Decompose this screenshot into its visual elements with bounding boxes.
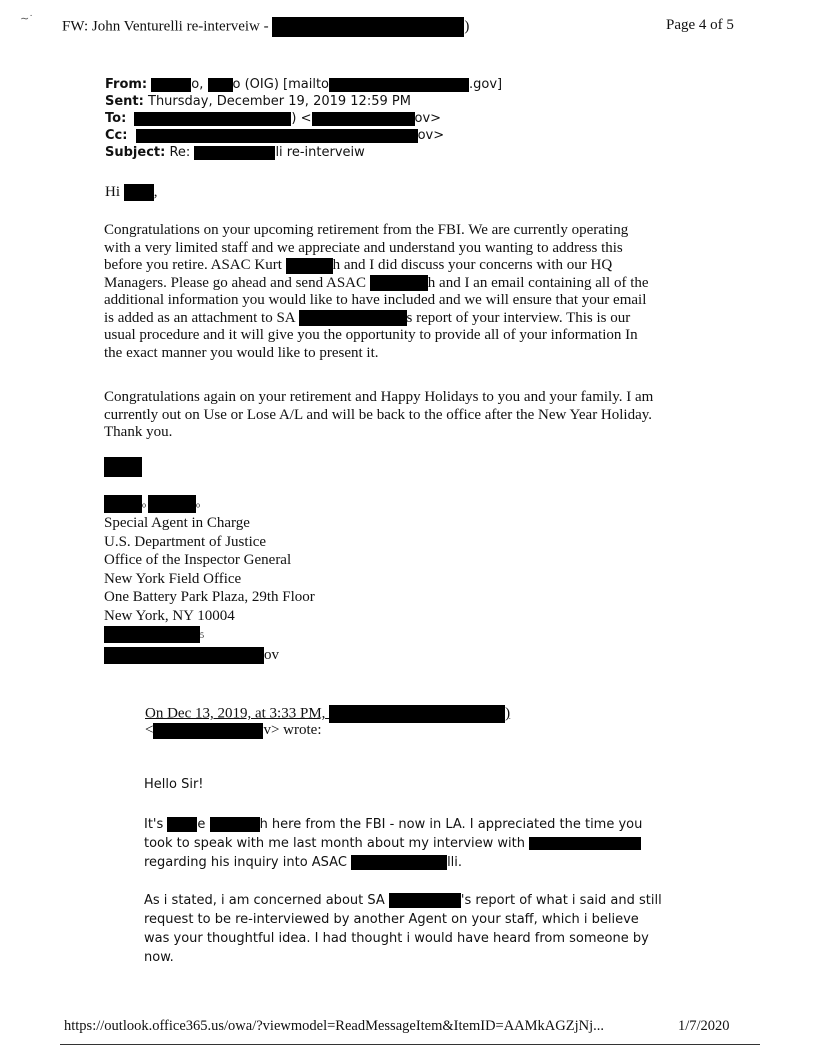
sent-value: Thursday, December 19, 2019 12:59 PM bbox=[148, 94, 411, 109]
text-fragment: s report of your interview. This is our bbox=[406, 309, 631, 326]
text-fragment: Managers. Please go ahead and send ASAC bbox=[104, 274, 367, 291]
text-line bbox=[144, 834, 642, 853]
email-to-row bbox=[105, 110, 441, 127]
redaction-block bbox=[210, 817, 260, 832]
text-fragment: lli. bbox=[447, 855, 463, 870]
subject-part-2: li re-interveiw bbox=[275, 145, 365, 160]
text-line: Congratulations again on your retirement and Happy Holidays to you and your family. I am bbox=[104, 389, 654, 405]
signature-name-suffix-2: o bbox=[196, 500, 200, 510]
reply-paragraph-2 bbox=[104, 389, 653, 442]
quoted-on-text: On Dec 13, 2019, at 3:33 PM, bbox=[145, 705, 326, 722]
redaction-block bbox=[370, 275, 428, 291]
from-part-3: .gov] bbox=[469, 77, 503, 92]
redaction-block bbox=[167, 817, 197, 832]
from-label: From: bbox=[105, 77, 148, 92]
cc-part-1: ov> bbox=[417, 128, 445, 143]
redaction-block bbox=[529, 837, 641, 850]
signature-phone-suffix: 5 bbox=[200, 631, 204, 640]
text-line: the exact manner you would like to present it. bbox=[104, 344, 379, 361]
signature-title: Special Agent in Charge bbox=[104, 515, 250, 531]
footer-date: 1/7/2020 bbox=[678, 1018, 730, 1034]
signature-address-2: New York, NY 10004 bbox=[104, 607, 235, 624]
text-line bbox=[144, 891, 662, 910]
redaction-block bbox=[104, 495, 142, 513]
redaction-block bbox=[134, 112, 291, 126]
cc-label: Cc: bbox=[105, 128, 128, 143]
signature-address-1: One Battery Park Plaza, 29th Floor bbox=[104, 589, 315, 605]
header-subject-suffix: ) bbox=[464, 18, 470, 35]
greeting bbox=[105, 184, 158, 202]
text-line: request to be re-interviewed by another Agent on your staff, which i believe bbox=[144, 912, 639, 927]
signature-name bbox=[104, 495, 200, 514]
signature-phone bbox=[104, 625, 315, 646]
quoted-wrote-prefix: < bbox=[145, 722, 154, 738]
page-number: Page 4 of 5 bbox=[666, 17, 734, 33]
subject-part-1: Re: bbox=[169, 145, 191, 160]
quoted-paragraph-1 bbox=[144, 815, 642, 872]
subject-label: Subject: bbox=[105, 145, 166, 160]
corner-mark: ∼˙ bbox=[20, 13, 33, 25]
email-subject-row bbox=[105, 144, 365, 161]
redaction-block bbox=[329, 705, 505, 723]
redaction-block bbox=[136, 129, 418, 143]
text-fragment: h and I an email containing all of the bbox=[427, 274, 649, 291]
text-fragment: e bbox=[197, 817, 206, 832]
text-line bbox=[144, 853, 642, 872]
text-fragment: It's bbox=[144, 817, 164, 832]
quoted-on-line bbox=[145, 705, 510, 723]
text-fragment: As i stated, i am concerned about SA bbox=[144, 893, 385, 908]
redaction-block bbox=[286, 258, 333, 274]
signature-dept: U.S. Department of Justice bbox=[104, 533, 267, 550]
signature-office: Office of the Inspector General bbox=[104, 552, 292, 568]
sent-label: Sent: bbox=[105, 94, 144, 109]
redaction-block bbox=[124, 184, 154, 201]
redaction-block bbox=[148, 495, 196, 513]
redaction-block bbox=[389, 893, 461, 908]
text-fragment: regarding his inquiry into ASAC bbox=[144, 855, 347, 870]
text-fragment: is added as an attachment to SA bbox=[104, 309, 295, 326]
footer-divider bbox=[60, 1044, 760, 1045]
reply-paragraph-1 bbox=[104, 222, 649, 362]
to-part-1: ) < bbox=[291, 111, 312, 126]
signature-name-suffix-1: o bbox=[142, 500, 146, 510]
redaction-block bbox=[194, 146, 275, 160]
redaction-block bbox=[104, 457, 142, 477]
text-fragment: h and I did discuss your concerns with our HQ bbox=[332, 257, 613, 273]
text-fragment: took to speak with me last month about my interview with bbox=[144, 836, 525, 851]
to-label: To: bbox=[105, 111, 127, 126]
footer-url: https://outlook.office365.us/owa/?viewmodel=ReadMessageItem&ItemID=AAMkAGZjNj... bbox=[64, 1018, 605, 1034]
quoted-wrote-line bbox=[145, 722, 322, 740]
redaction-block bbox=[208, 78, 233, 92]
quoted-paragraph-2 bbox=[144, 891, 662, 967]
text-line: Congratulations on your upcoming retirement from the FBI. We are currently operating bbox=[104, 222, 629, 238]
to-part-2: ov> bbox=[414, 111, 442, 126]
text-line: was your thoughtful idea. I had thought i would have heard from someone by bbox=[144, 931, 649, 946]
redaction-block bbox=[351, 855, 447, 870]
greeting-comma: , bbox=[153, 184, 158, 200]
email-cc-row bbox=[105, 127, 444, 144]
text-line: additional information you would like to have included and we will ensure that your email bbox=[104, 292, 647, 308]
from-part-2: o (OIG) [mailto bbox=[232, 77, 329, 92]
text-line bbox=[144, 815, 642, 834]
text-line bbox=[104, 257, 649, 275]
text-line: currently out on Use or Lose A/L and will be back to the office after the New Year Holiday. bbox=[104, 406, 653, 423]
email-sent-row bbox=[105, 93, 411, 110]
quoted-wrote-text: v> wrote: bbox=[263, 722, 322, 738]
redaction-block bbox=[104, 626, 200, 643]
text-fragment: h here from the FBI - now in LA. I appreciated the time you bbox=[259, 817, 643, 832]
signature-block bbox=[104, 514, 315, 664]
text-line: now. bbox=[144, 950, 174, 965]
quoted-hello: Hello Sir! bbox=[144, 777, 204, 792]
email-from-row bbox=[105, 76, 502, 93]
redaction-block bbox=[153, 723, 263, 739]
greeting-hi: Hi bbox=[105, 184, 120, 200]
text-line: with a very limited staff and we appreciate and understand you wanting to address this bbox=[104, 239, 623, 256]
redaction-block bbox=[104, 647, 264, 664]
text-line bbox=[104, 275, 649, 293]
signature-email-suffix: ov bbox=[264, 646, 279, 663]
redaction-block bbox=[312, 112, 415, 126]
text-line: Thank you. bbox=[104, 424, 173, 440]
header-subject-prefix: FW: John Venturelli re-interveiw - bbox=[62, 18, 269, 35]
print-header-title bbox=[62, 17, 469, 37]
text-line bbox=[104, 310, 649, 328]
signature-email bbox=[104, 646, 315, 665]
signature-initials bbox=[104, 457, 142, 477]
redaction-block bbox=[329, 78, 469, 92]
quoted-on-suffix: ) bbox=[505, 705, 511, 722]
signature-field-office: New York Field Office bbox=[104, 570, 242, 587]
text-line: usual procedure and it will give you the opportunity to provide all of your information In bbox=[104, 327, 638, 343]
text-fragment: before you retire. ASAC Kurt bbox=[104, 257, 282, 273]
redaction-block bbox=[151, 78, 191, 92]
text-fragment: 's report of what i said and still bbox=[460, 893, 662, 908]
redaction-block bbox=[299, 310, 407, 326]
from-part-1: o, bbox=[191, 77, 204, 92]
redaction-block bbox=[272, 17, 464, 37]
